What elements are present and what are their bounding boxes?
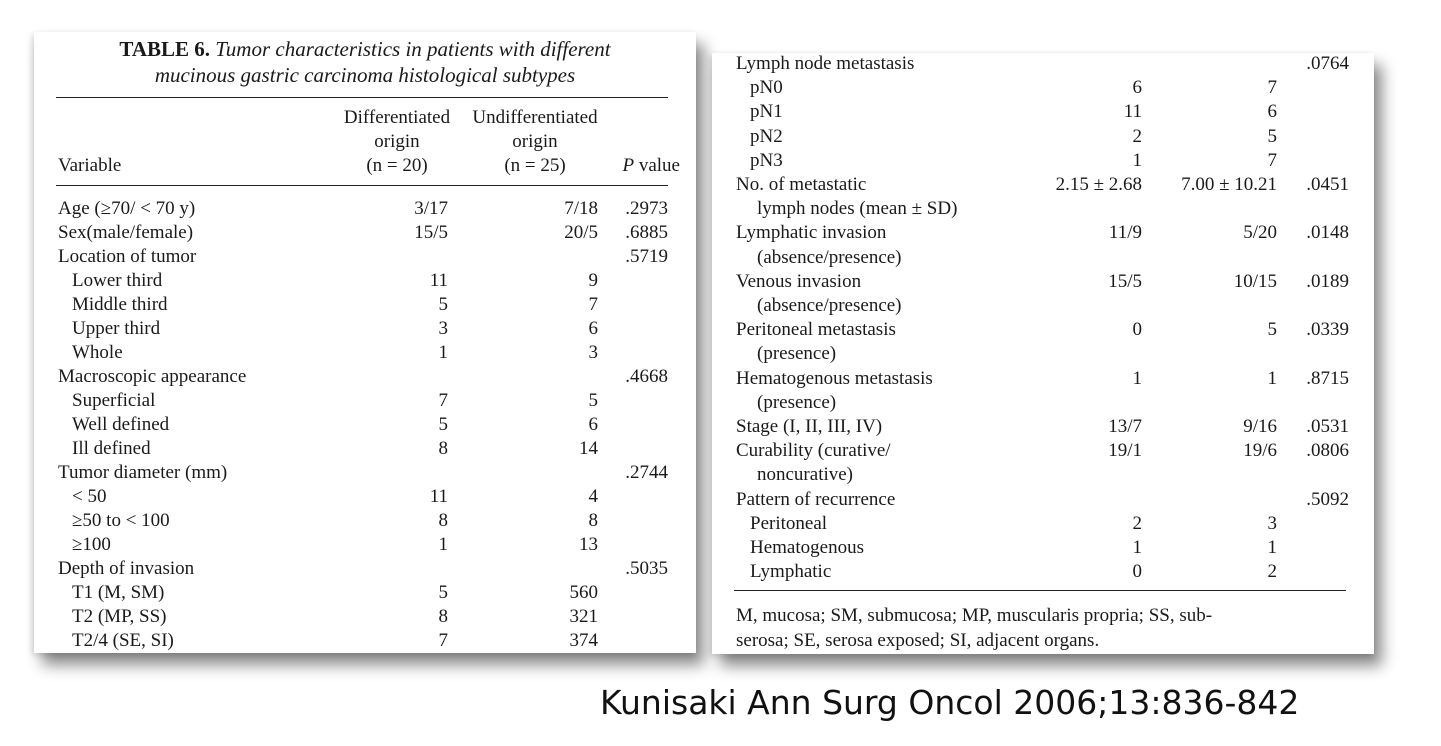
table-row [712,125,1374,149]
table-row [34,341,696,365]
row-label: Lymphatic invasion [736,222,887,244]
undifferentiated-value: 13 [579,534,598,555]
undifferentiated-value: 3 [588,342,598,363]
row-label: Upper third [72,318,161,339]
table-row [34,197,696,221]
row-label: T1 (M, SM) [72,582,165,603]
row-label: T2 (MP, SS) [72,606,167,627]
table-row [712,173,1374,197]
differentiated-value: 13/7 [1108,416,1142,437]
row-label: pN2 [750,125,783,147]
table-row [712,76,1374,100]
undifferentiated-value: 20/5 [564,222,598,243]
undifferentiated-value: 4 [588,486,598,507]
row-label: Stage (I, II, III, IV) [736,416,883,437]
row-label: Ill defined [72,438,151,459]
table-row [712,488,1374,512]
p-value: .0339 [1306,319,1349,341]
differentiated-value: 1 [438,342,448,363]
table-row [34,389,696,413]
table-row [712,560,1374,584]
row-label: Superficial [72,390,156,411]
differentiated-value: 7 [438,630,448,651]
table-row [34,221,696,245]
undifferentiated-value: 9 [588,270,598,291]
undifferentiated-value: 5 [1267,319,1277,341]
differentiated-value: 5 [438,414,448,435]
table-row [712,294,1374,318]
row-label: (absence/presence) [757,246,902,268]
table-row [34,365,696,389]
table-right-panel [712,53,1374,654]
row-label: < 50 [72,486,107,507]
undifferentiated-value: 7/18 [564,198,598,219]
table-row [712,439,1374,463]
p-value: .0531 [1306,416,1349,437]
undifferentiated-value: 1 [1267,367,1277,389]
differentiated-value: 19/1 [1108,440,1142,462]
undifferentiated-value: 6 [1267,101,1277,123]
differentiated-value: 3/17 [414,198,448,219]
table-row [712,270,1374,294]
table-number: TABLE 6. [119,37,211,61]
differentiated-value: 2 [1132,125,1142,147]
row-label: (presence) [757,391,837,413]
table-row [712,221,1374,245]
row-label: Lower third [72,270,163,291]
row-label: Macroscopic appearance [58,366,247,387]
table-row [712,197,1374,221]
row-label: ≥100 [72,534,111,555]
undifferentiated-value: 10/15 [1233,270,1277,292]
differentiated-value: 1 [1132,537,1142,558]
table-title-part-1: Tumor characteristics in patients with different [215,37,611,61]
citation-text: Kunisaki Ann Surg Oncol 2006;13:836-842 [600,683,1300,722]
table-row [34,509,696,533]
table-caption-line-1 [34,36,696,62]
table-row [712,100,1374,124]
header-rule [56,185,668,186]
undifferentiated-value: 2 [1267,561,1277,583]
row-label: T2/4 (SE, SI) [72,630,174,651]
differentiated-value: 15/5 [414,222,448,243]
table-row [34,629,696,653]
table-row [712,512,1374,536]
table-row [34,293,696,317]
footnote-line-1: M, mucosa; SM, submucosa; MP, muscularis propria; SS, sub- [736,605,1213,626]
table-row [712,391,1374,415]
table-footnote [736,603,1348,653]
differentiated-value: 5 [438,582,448,603]
table-left-panel [34,32,696,653]
table-row [34,581,696,605]
table-row [34,245,696,269]
table-row [34,461,696,485]
undifferentiated-value: 7.00 ± 10.21 [1181,174,1277,195]
row-label: pN1 [750,101,783,123]
p-value: .4668 [625,366,668,387]
differentiated-value: 5 [438,294,448,315]
row-label: Curability (curative/ [736,440,891,462]
row-label: Depth of invasion [58,558,195,579]
row-label: Peritoneal [750,512,828,534]
undifferentiated-value: 5 [1267,125,1277,147]
undifferentiated-value: 321 [569,606,598,627]
undifferentiated-value: 6 [588,318,598,339]
row-label: Peritoneal metastasis [736,319,896,341]
p-value: .0148 [1306,222,1349,244]
row-label: Sex(male/female) [58,222,194,243]
row-label: pN0 [750,77,783,99]
row-label: (absence/presence) [757,295,902,316]
undifferentiated-value: 3 [1267,512,1277,534]
differentiated-value: 8 [438,606,448,627]
bottom-rule [734,590,1346,591]
table-row [34,533,696,557]
p-value: .0451 [1306,174,1349,195]
table-row [712,415,1374,439]
p-value: .0189 [1306,270,1349,292]
row-label: ≥50 to < 100 [72,510,170,531]
differentiated-value: 0 [1132,319,1142,341]
undifferentiated-value: 9/16 [1243,416,1277,437]
differentiated-value: 11 [429,486,448,507]
undifferentiated-value: 7 [1267,77,1277,99]
table-row [34,557,696,581]
row-label: No. of metastatic [736,174,867,195]
differentiated-value: 8 [438,510,448,531]
header-p-value: P value [622,155,680,176]
row-label: pN3 [750,149,783,171]
row-label: Hematogenous [750,537,864,558]
differentiated-value: 7 [438,390,448,411]
differentiated-value: 15/5 [1108,270,1142,292]
undifferentiated-value: 19/6 [1243,440,1277,462]
undifferentiated-value: 5 [588,390,598,411]
footnote-line-2: serosa; SE, serosa exposed; SI, adjacent organs. [736,630,1100,651]
differentiated-value: 2 [1132,512,1142,534]
undifferentiated-value: 14 [579,438,598,459]
p-value: .6885 [625,222,668,243]
undifferentiated-value: 560 [569,582,598,603]
p-value: .2973 [625,198,668,219]
differentiated-value: 6 [1132,77,1142,99]
undifferentiated-value: 5/20 [1243,222,1277,244]
differentiated-value: 1 [1132,367,1142,389]
row-label: lymph nodes (mean ± SD) [757,198,958,220]
p-value: .5719 [625,246,668,267]
row-label: Pattern of recurrence [736,488,896,510]
differentiated-value: 1 [1132,149,1142,171]
row-label: Lymphatic [750,561,832,583]
header-undifferentiated: Undifferentiated origin (n = 25) [472,107,598,176]
row-label: Whole [72,342,123,363]
table-title-part-2: mucinous gastric carcinoma histological subtypes [154,63,576,87]
undifferentiated-value: 374 [569,630,598,651]
row-label: Venous invasion [736,270,862,292]
p-value: .5092 [1306,488,1349,510]
table-row [712,149,1374,173]
table-row [712,342,1374,366]
p-value: .8715 [1306,367,1349,389]
table-row [34,485,696,509]
differentiated-value: 11 [429,270,448,291]
table-row [712,367,1374,391]
row-label: Well defined [72,414,170,435]
differentiated-value: 3 [438,318,448,339]
table-row [34,413,696,437]
undifferentiated-value: 8 [588,510,598,531]
header-variable: Variable [58,155,122,176]
p-value: .0764 [1306,53,1349,74]
row-label: Location of tumor [58,246,197,267]
table-row [34,605,696,629]
differentiated-value: 0 [1132,561,1142,583]
table-row [712,246,1374,270]
table-row [712,52,1374,76]
differentiated-value: 2.15 ± 2.68 [1055,174,1142,195]
table-row [712,536,1374,560]
differentiated-value: 11 [1123,101,1142,123]
table-row [712,463,1374,487]
p-value: .0806 [1306,440,1349,462]
top-rule [56,97,668,98]
undifferentiated-value: 6 [588,414,598,435]
p-value: .5035 [625,558,668,579]
table-row [712,318,1374,342]
row-label: Lymph node metastasis [736,53,915,74]
differentiated-value: 11/9 [1108,222,1142,244]
row-label: Middle third [72,294,168,315]
table-row [34,437,696,461]
undifferentiated-value: 7 [1267,149,1277,171]
row-label: Hematogenous metastasis [736,367,933,389]
undifferentiated-value: 7 [588,294,598,315]
differentiated-value: 1 [438,534,448,555]
differentiated-value: 8 [438,438,448,459]
row-label: noncurative) [757,464,854,486]
row-label: (presence) [757,343,837,365]
table-row [34,317,696,341]
row-label: Age (≥70/ < 70 y) [58,198,196,219]
undifferentiated-value: 1 [1267,537,1277,558]
row-label: Tumor diameter (mm) [58,462,228,483]
header-differentiated: Differentiated origin (n = 20) [343,107,451,176]
p-value: .2744 [625,462,668,483]
table-row [34,269,696,293]
